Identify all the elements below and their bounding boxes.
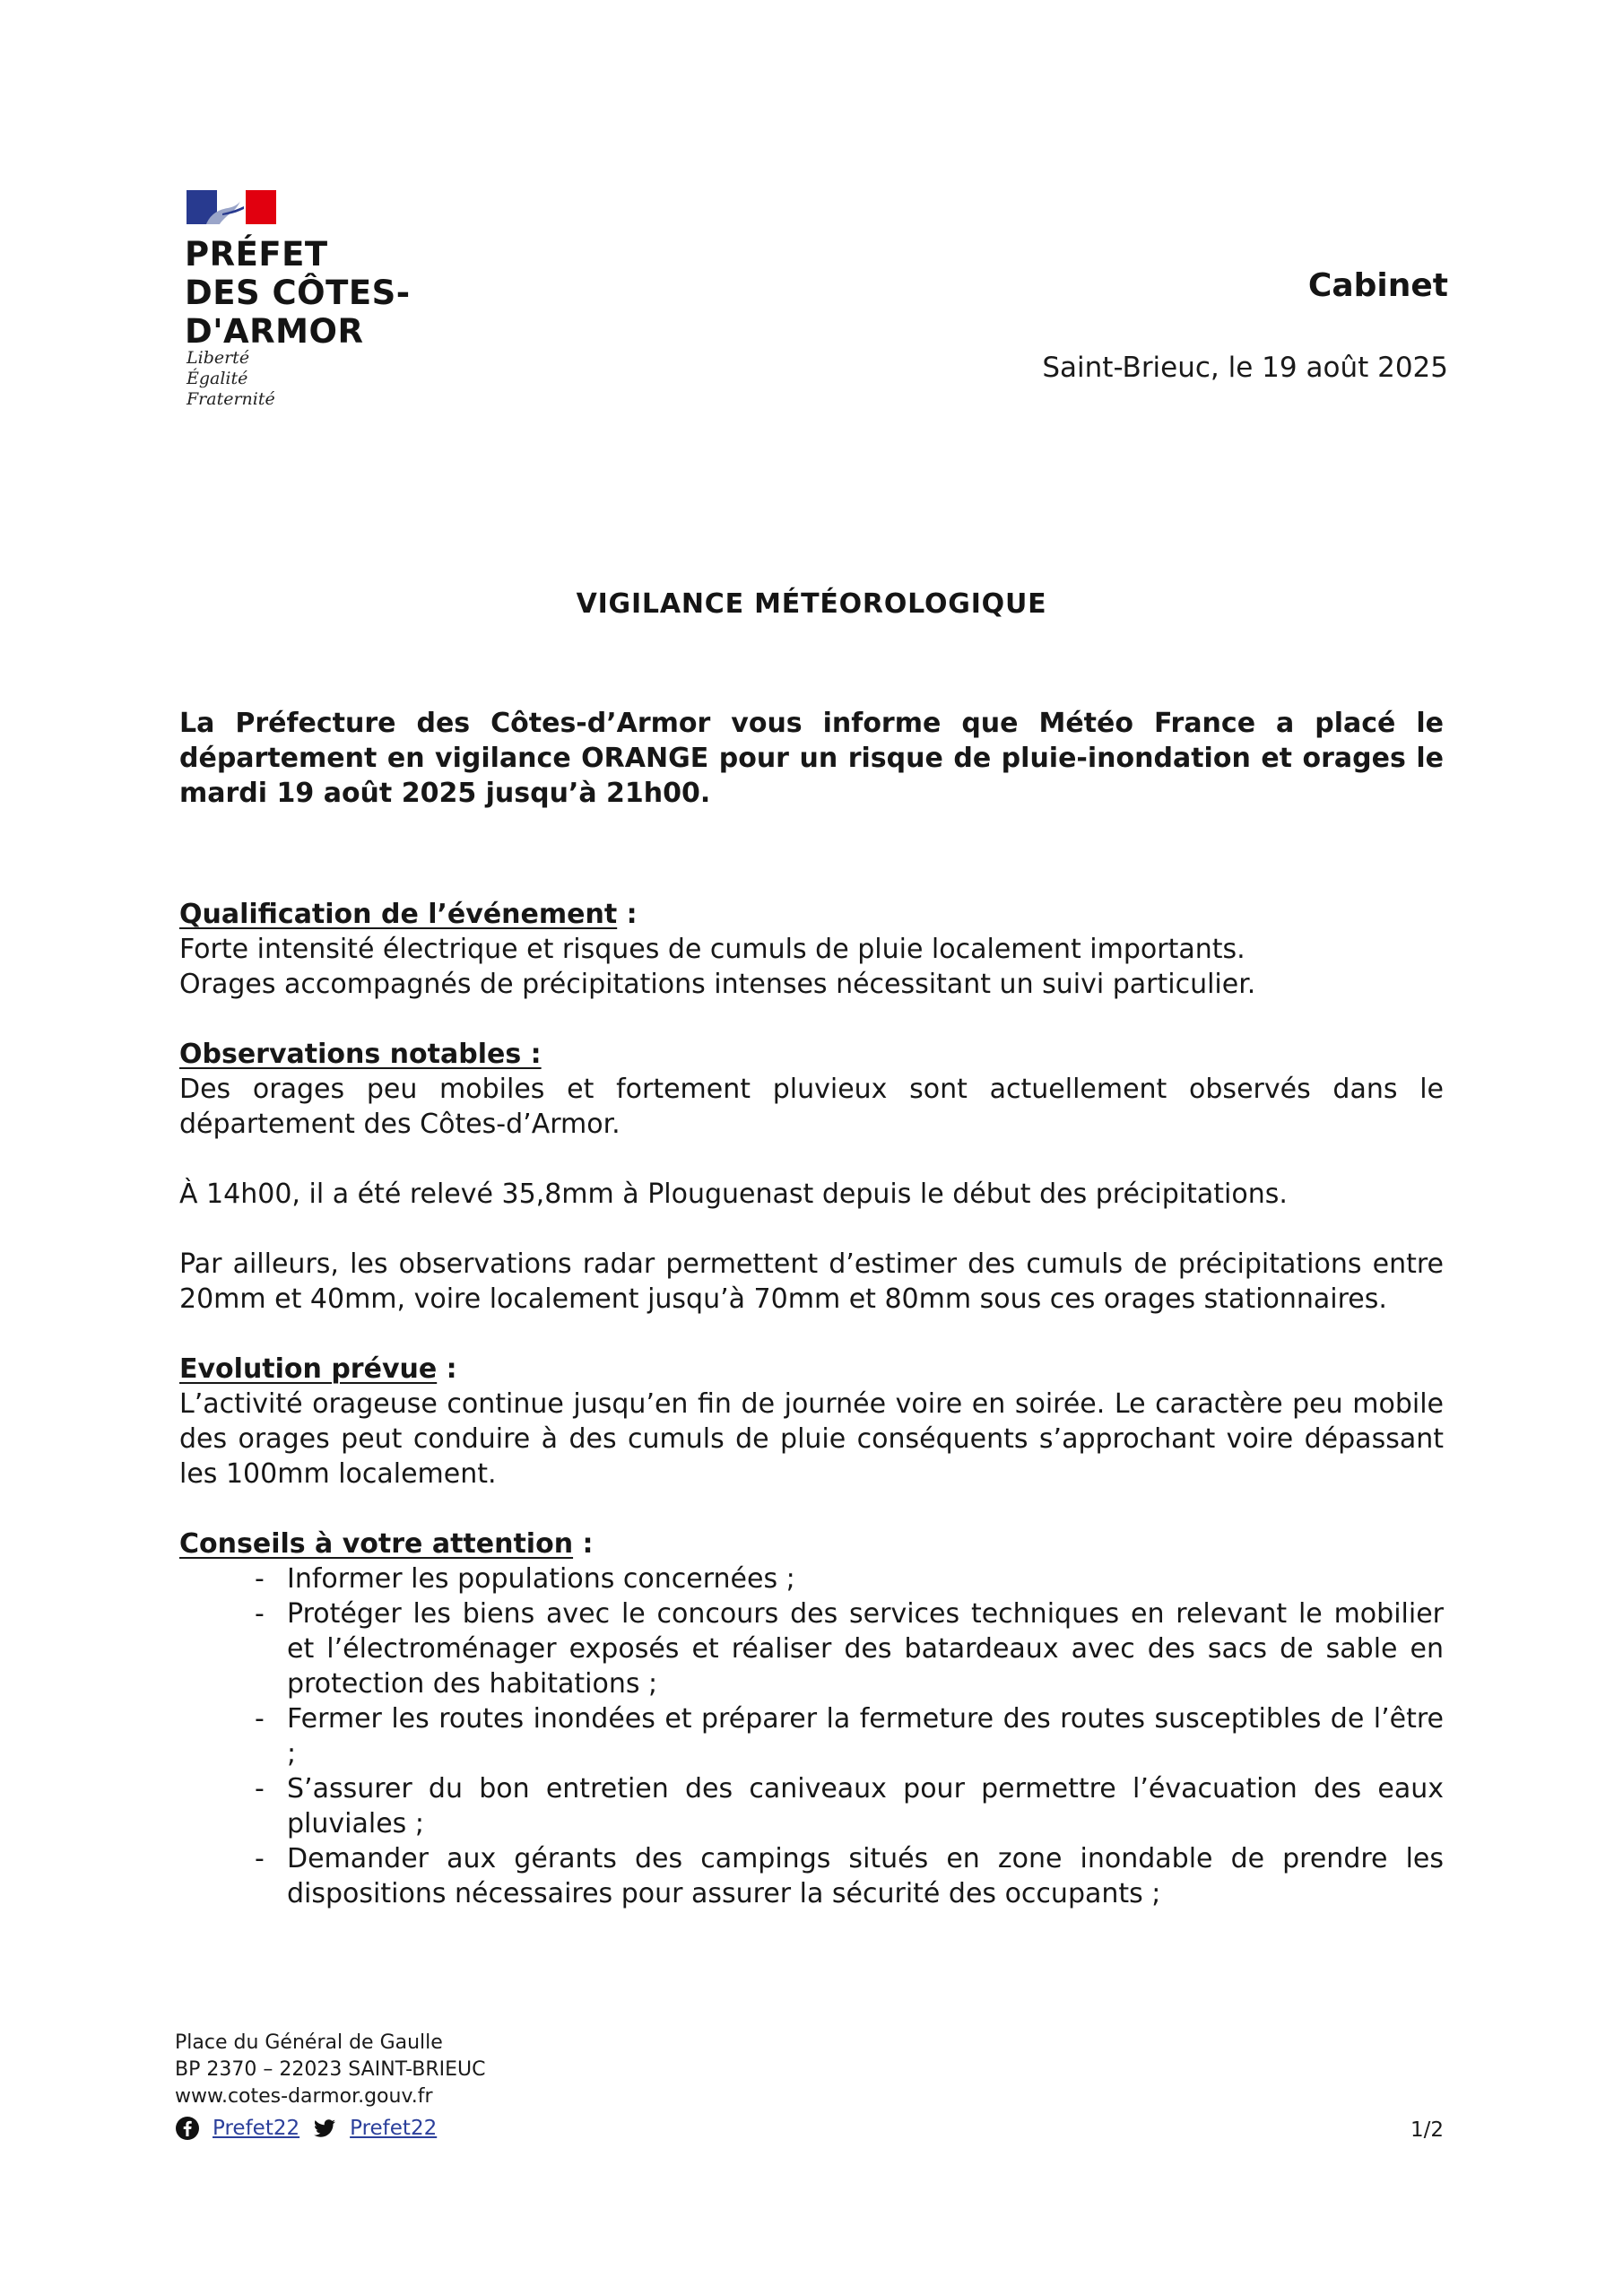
section-qualification — [179, 897, 1444, 1002]
section-conseils — [179, 1526, 1444, 1911]
address-line-1: Place du Général de Gaulle — [175, 2031, 443, 2054]
motto-liberte: Liberté — [187, 348, 250, 368]
document-date: Saint-Brieuc, le 19 août 2025 — [1042, 352, 1448, 384]
advice-list — [179, 1561, 1444, 1911]
list-item: - Informer les populations concernées ; — [287, 1561, 1444, 1596]
observation-paragraph-2: À 14h00, il a été relevé 35,8mm à Plouguenast depuis le début des précipitations. — [179, 1178, 1288, 1210]
section-heading-suffix: : — [573, 1528, 594, 1560]
service-name: Cabinet — [1307, 267, 1448, 304]
document-title: VIGILANCE MÉTÉOROLOGIQUE — [576, 588, 1047, 620]
list-item: - Fermer les routes inondées et préparer la fermeture des routes susceptibles de l’être ; — [287, 1701, 1444, 1771]
prefet-line-3: D'ARMOR — [185, 312, 364, 351]
list-item: - Demander aux gérants des campings situés en zone inondable de prendre les dispositions nécessaires pour assurer la sécurité des occupants ; — [287, 1841, 1444, 1911]
section-heading-suffix: : — [617, 899, 638, 930]
section-observations — [179, 1037, 1444, 1317]
facebook-link[interactable]: Prefet22 — [213, 2117, 300, 2140]
republic-motto — [187, 348, 275, 410]
list-item: - S’assurer du bon entretien des caniveaux pour permettre l’évacuation des eaux pluviales ; — [287, 1771, 1444, 1841]
qualification-line-1: Forte intensité électrique et risques de cumuls de pluie localement importants. — [179, 934, 1245, 965]
twitter-link[interactable]: Prefet22 — [350, 2117, 438, 2140]
prefet-line-1: PRÉFET — [185, 235, 328, 274]
section-heading-suffix: : — [437, 1353, 457, 1385]
section-evolution — [179, 1352, 1444, 1492]
page-number: 1/2 — [1410, 2118, 1444, 2142]
section-heading — [179, 1352, 1444, 1387]
qualification-line-2: Orages accompagnés de précipitations intenses nécessitant un suivi particulier. — [179, 969, 1256, 1000]
observation-paragraph-3: Par ailleurs, les observations radar permettent d’estimer des cumuls de précipitations entre 20mm et 40mm, voire localement jusqu’à 70mm et 80mm sous ces orages stationnaires. — [179, 1248, 1444, 1315]
section-heading-text: Qualification de l’événement — [179, 899, 618, 930]
motto-egalite: Égalité — [187, 369, 248, 388]
section-heading — [179, 897, 1444, 932]
section-heading-text: Observations notables : — [179, 1039, 542, 1070]
evolution-paragraph: L’activité orageuse continue jusqu’en fin de journée voire en soirée. Le caractère peu mobile des orages peut conduire à des cumuls de pluie conséquents s’approchant voire dépassant les 100mm localement. — [179, 1388, 1444, 1490]
prefet-title — [185, 235, 411, 351]
section-heading — [179, 1526, 1444, 1561]
section-heading-text: Evolution prévue — [179, 1353, 438, 1385]
marianne-flag-logo — [187, 190, 276, 224]
twitter-icon[interactable] — [312, 2116, 337, 2141]
document-body — [179, 706, 1444, 1946]
prefet-line-2: DES CÔTES- — [185, 274, 411, 312]
observation-paragraph-1: Des orages peu mobiles et fortement pluvieux sont actuellement observés dans le département des Côtes-d’Armor. — [179, 1074, 1444, 1140]
social-links — [175, 2115, 449, 2142]
facebook-icon[interactable] — [175, 2116, 200, 2141]
intro-paragraph: La Préfecture des Côtes-d’Armor vous informe que Météo France a placé le département en vigilance ORANGE pour un risque de pluie-inondation et orages le mardi 19 août 2025 jusqu’à 21h00. — [179, 708, 1444, 809]
section-heading-text: Conseils à votre attention — [179, 1528, 574, 1560]
motto-fraternite: Fraternité — [187, 389, 275, 409]
footer-address — [175, 2030, 485, 2110]
list-item: - Protéger les biens avec le concours des services techniques en relevant le mobilier et l’électroménager exposés et réaliser des batardeaux avec des sacs de sable en protection des habitations ; — [287, 1596, 1444, 1701]
address-line-2: BP 2370 – 22023 SAINT-BRIEUC — [175, 2058, 486, 2081]
section-heading — [179, 1037, 1444, 1072]
website-url[interactable]: www.cotes-darmor.gouv.fr — [175, 2085, 433, 2108]
